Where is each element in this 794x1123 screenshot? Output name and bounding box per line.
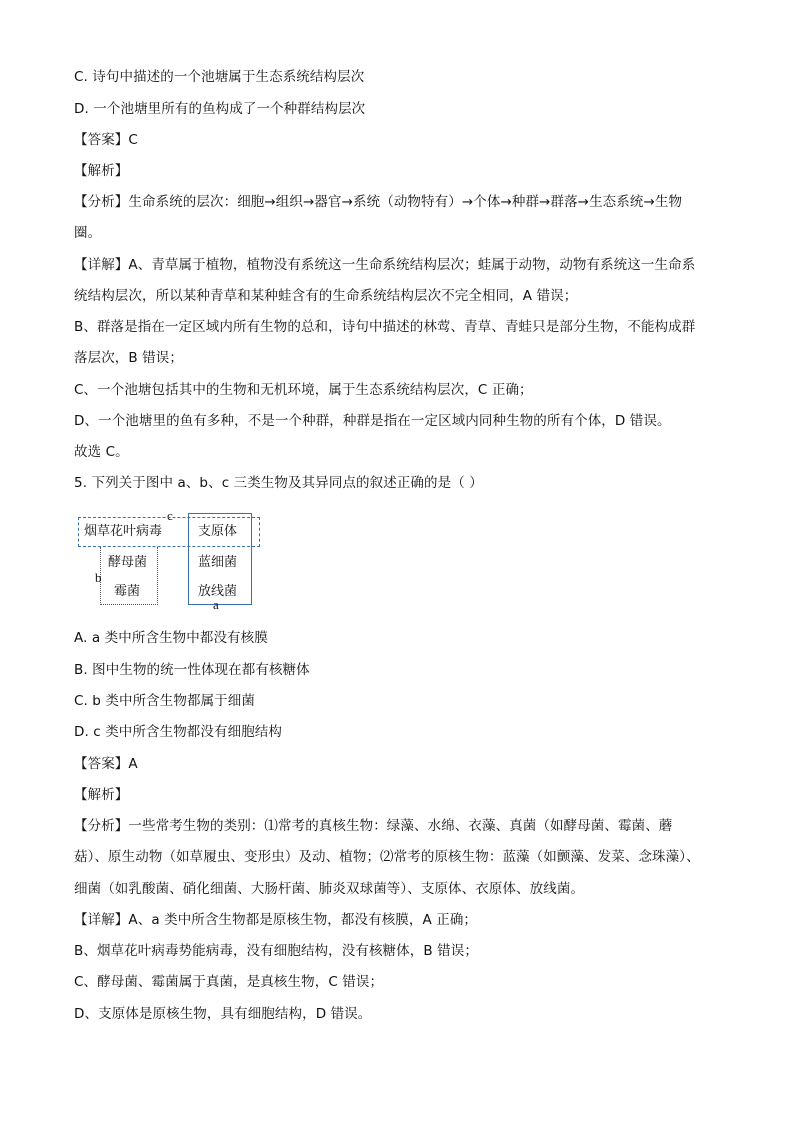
c-item-tmv: 烟草花叶病毒 xyxy=(84,524,163,539)
analysis-line-2: 圈。 xyxy=(74,225,102,241)
a-item-1: 支原体 xyxy=(198,524,238,539)
q5-option-c: C. b 类中所含生物都属于细菌 xyxy=(74,693,255,709)
option-c-text: C. 诗句中描述的一个池塘属于生态系统结构层次 xyxy=(74,69,365,85)
b-item-1: 酵母菌 xyxy=(108,555,148,570)
a-item-2: 蓝细菌 xyxy=(198,555,238,570)
detail-line-1: 【详解】A、青草属于植物，植物没有系统这一生命系统结构层次；蛙属于动物，动物有系统这一生命系 xyxy=(74,257,696,273)
detail-line-6: D、一个池塘里的鱼有多种，不是一个种群，种群是指在一定区域内同种生物的所有个体，D 错误。 xyxy=(74,413,671,429)
classification-diagram xyxy=(74,508,274,612)
label-b: b xyxy=(95,570,102,585)
q5-option-a: A. a 类中所含生物中都没有核膜 xyxy=(74,630,268,646)
q5-detail-line-3: C、酵母菌、霉菌属于真菌，是真核生物，C 错误； xyxy=(74,974,384,990)
q5-option-b: B. 图中生物的统一性体现在都有核糖体 xyxy=(74,662,310,678)
detail-line-2: 统结构层次，所以某种青草和某种蛙含有的生命系统结构层次不完全相同，A 错误； xyxy=(74,288,578,304)
q5-detail-line-4: D、支原体是原核生物，具有细胞结构，D 错误。 xyxy=(74,1006,372,1022)
q5-analysis-heading: 【解析】 xyxy=(74,787,129,803)
q5-analysis-line-2: 菇）、原生动物（如草履虫、变形虫）及动、植物；⑵常考的原核生物：蓝藻（如颤藻、发菜、念珠藻）、 xyxy=(74,849,700,865)
detail-line-5: C、一个池塘包括其中的生物和无机环境，属于生态系统结构层次，C 正确； xyxy=(74,382,533,398)
q5-detail-line-1: 【详解】A、a 类中所含生物都是原核生物，都没有核膜，A 正确； xyxy=(74,912,478,928)
q5-option-d: D. c 类中所含生物都没有细胞结构 xyxy=(74,724,282,740)
answer-label: 【答案】C xyxy=(74,132,138,148)
q5-answer: 【答案】A xyxy=(74,756,138,772)
q5-analysis-line-3: 细菌（如乳酸菌、硝化细菌、大肠杆菌、肺炎双球菌等）、支原体、衣原体、放线菌。 xyxy=(74,881,585,897)
detail-line-4: 落层次，B 错误； xyxy=(74,350,183,366)
q5-detail-line-2: B、烟草花叶病毒势能病毒，没有细胞结构，没有核糖体，B 错误； xyxy=(74,943,478,959)
label-a: a xyxy=(213,597,219,612)
conclusion-line: 故选 C。 xyxy=(74,444,129,460)
question-5-stem: 5. 下列关于图中 a、b、c 三类生物及其异同点的叙述正确的是（ ） xyxy=(74,475,483,491)
b-item-2: 霉菌 xyxy=(114,584,141,599)
q5-analysis-line-1: 【分析】一些常考生物的类别：⑴常考的真核生物：绿藻、水绵、衣藻、真菌（如酵母菌、霉菌、蘑 xyxy=(74,818,673,834)
label-c: c xyxy=(167,508,173,523)
detail-line-3: B、群落是指在一定区域内所有生物的总和，诗句中描述的林莺、青草、青蛙只是部分生物，不能构成群 xyxy=(74,319,696,335)
analysis-heading: 【解析】 xyxy=(74,163,129,179)
a-item-3: 放线菌 xyxy=(198,584,238,599)
option-d-text: D. 一个池塘里所有的鱼构成了一个种群结构层次 xyxy=(74,101,366,117)
analysis-line-1: 【分析】生命系统的层次：细胞→组织→器官→系统（动物特有）→个体→种群→群落→生态系统→生物 xyxy=(74,194,683,210)
